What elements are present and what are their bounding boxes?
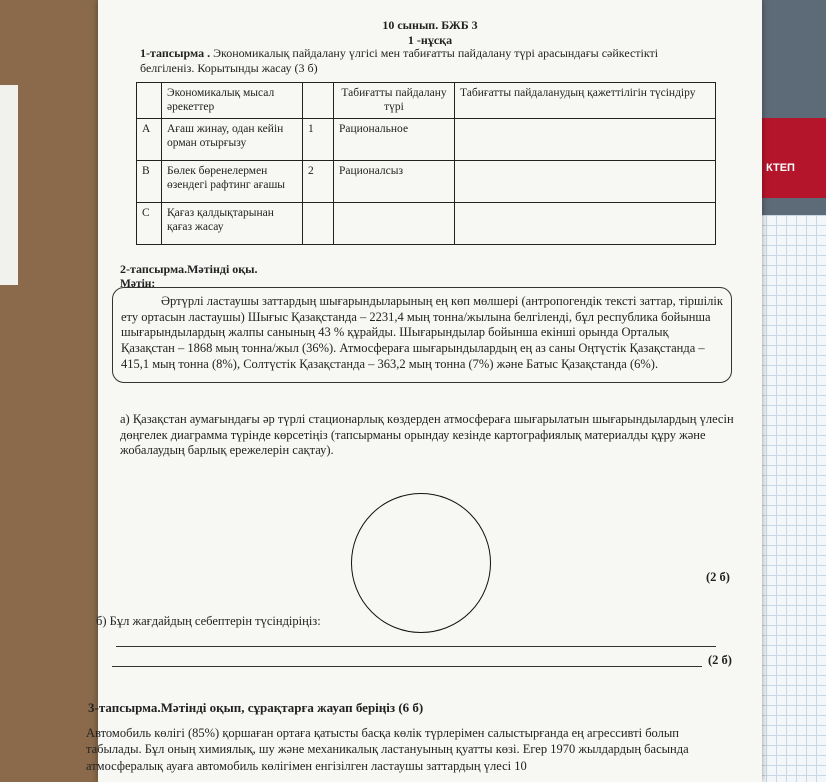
background-grid-notebook xyxy=(756,215,826,782)
row-need[interactable] xyxy=(455,118,716,160)
row-example: Бөлек бөренелермен өзендегі рафтинг ағашы xyxy=(162,160,303,202)
answer-line[interactable] xyxy=(116,646,716,647)
table-row xyxy=(137,160,716,202)
table-row xyxy=(137,118,716,160)
points-b: (2 б) xyxy=(708,653,732,667)
row-type: Рациональное xyxy=(334,118,455,160)
row-type xyxy=(334,202,455,244)
task2-passage: Әртүрлі ластаушы заттардың шығарындыларының ең көп мөлшері (антропогендік тексті заттар, тіршілік ету ортасын ластаушы) Шығыс Қазақстанда – 2231,4 мың тонна/жылына белгіленді, бұл республика бойынша шығарындылардың жалпы санының 43 % құрайды. Шығарындылар бойынша екінші орында Орталық Қазақстан – 1868 мың тонна/жыл (36%). Атмосфераға шығарындылардың ең аз саны Оңтүстік Қазақстанда – 415,1 мың тонна (8%), Солтүстік Қазақстанда – 363,2 мың тонна (7%) және Батыс Қазақстанда (6%). xyxy=(112,287,732,383)
worksheet-header xyxy=(98,18,762,48)
task3-text: Автомобиль көлігі (85%) қоршаған ортаға қатысты басқа көлік түрлерімен салыстырғанда ең агрессивті болып табылады. Бұл оның химиялық, шу және механикалық ластануының қуатты көзі. Егер 1970 жылдардың басында атмосфералық ауаға автомобиль көлігімен енгізілген ластаушы заттардың үлесі 10 xyxy=(86,726,689,773)
task2-question-b: б) Бұл жағдайдың себептерін түсіндіріңіз: xyxy=(96,614,321,628)
task2-question-a: а) Қазақстан аумағындағы әр түрлі стационарлық көздерден атмосфераға шығарылатын шығарындылардың үлесін дөңгелек диаграмма түрінде көрсетіңіз (тапсырманы орындау кезінде картографиялық материалды құру және жобалаудың барлық ережелерін сақтау). xyxy=(120,412,734,458)
task1-statement xyxy=(140,46,700,76)
row-example: Қағаз қалдықтарынан қағаз жасау xyxy=(162,202,303,244)
row-letter: A xyxy=(137,118,162,160)
table-header-need: Табиғатты пайдаланудың қажеттілігін түсіндіру xyxy=(455,83,716,119)
task2-label: Мәтін: xyxy=(120,278,156,290)
task3-heading: 3-тапсырма.Мәтінді оқып, сұрақтарға жауап беріңіз (6 б) xyxy=(88,700,424,715)
background-paper-left xyxy=(0,85,18,285)
answer-line[interactable] xyxy=(112,666,702,667)
task2-heading: 2-тапсырма.Мәтінді оқы. xyxy=(120,262,258,276)
row-type: Рационалсыз xyxy=(334,160,455,202)
table-cell xyxy=(303,83,334,119)
task1-heading: 1-тапсырма . xyxy=(140,46,211,60)
row-letter: C xyxy=(137,202,162,244)
table-header-row xyxy=(137,83,716,119)
background-book xyxy=(758,118,826,198)
row-example: Ағаш жинау, одан кейін орман отырғызу xyxy=(162,118,303,160)
book-label: КТЕП xyxy=(766,162,795,174)
row-number: 1 xyxy=(303,118,334,160)
worksheet-variant: 1 -нұсқа xyxy=(407,33,453,47)
table-header-type: Табиғатты пайдалану түрі xyxy=(334,83,455,119)
task1-text: Экономикалық пайдалану үлгісі мен табиғатты пайдалану түрі арасындағы сәйкестікті белгіленіз. Корытынды жасау (3 б) xyxy=(140,46,659,75)
worksheet-title: 10 сынып. БЖБ 3 xyxy=(382,18,478,32)
worksheet-page xyxy=(86,0,762,782)
row-number xyxy=(303,202,334,244)
row-number: 2 xyxy=(303,160,334,202)
points-a: (2 б) xyxy=(706,570,730,584)
task1-table xyxy=(136,82,716,245)
row-need[interactable] xyxy=(455,202,716,244)
pie-chart-circle-blank[interactable] xyxy=(351,493,491,633)
table-cell xyxy=(137,83,162,119)
table-header-example: Экономикалық мысал әрекеттер xyxy=(162,83,303,119)
table-row xyxy=(137,202,716,244)
row-letter: B xyxy=(137,160,162,202)
row-need[interactable] xyxy=(455,160,716,202)
